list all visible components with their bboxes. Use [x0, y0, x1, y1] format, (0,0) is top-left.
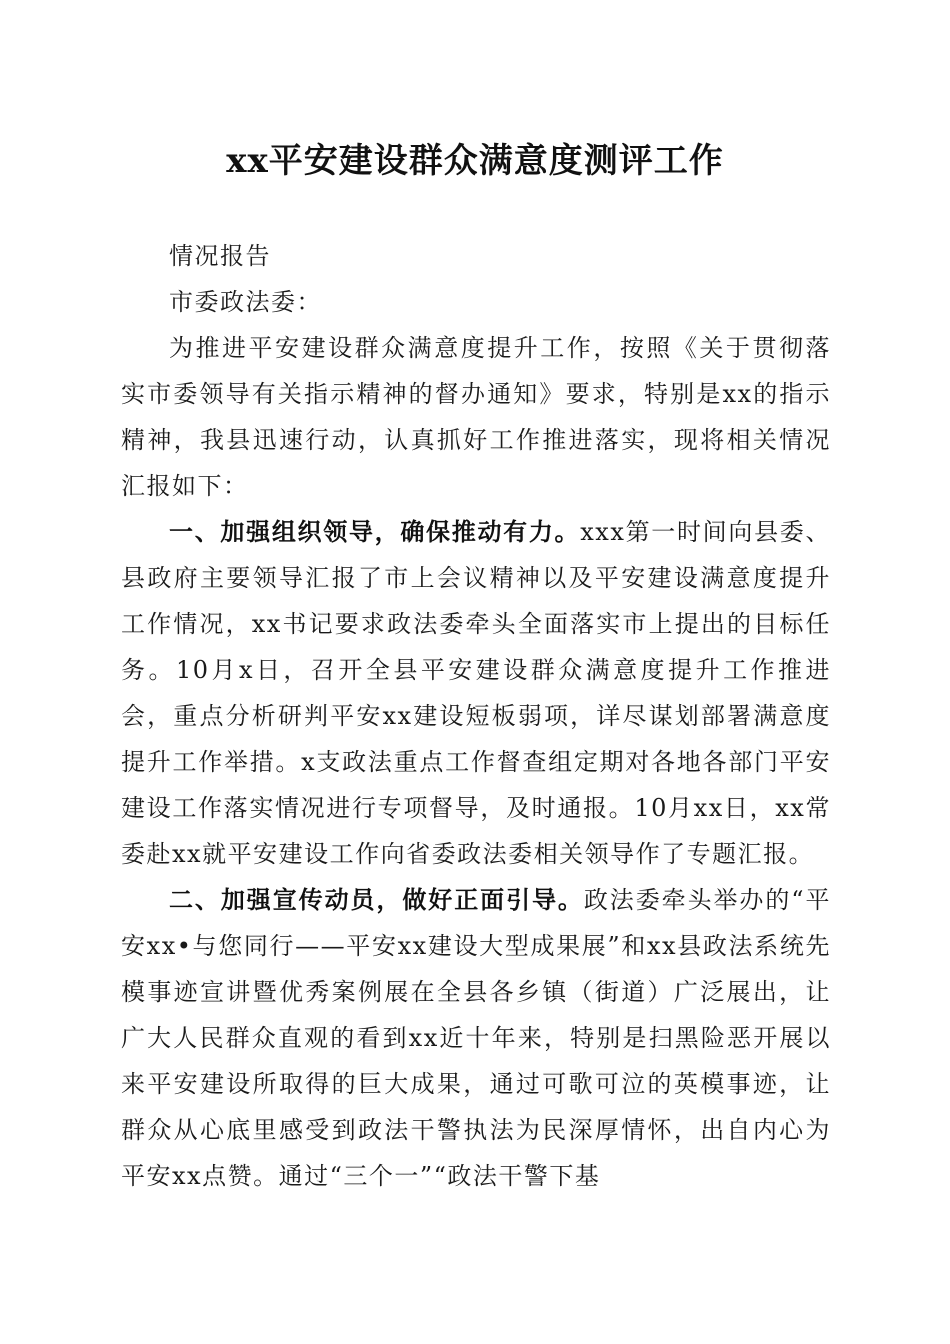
intro-paragraph: 为推进平安建设群众满意度提升工作，按照《关于贯彻落实市委领导有关指示精神的督办通知》要求，特别是xx的指示精神，我县迅速行动，认真抓好工作推进落实，现将相关情况汇报如下：: [121, 334, 831, 500]
document-title: xx平安建设群众满意度测评工作: [226, 141, 724, 181]
document-body: [121, 233, 831, 1199]
section-heading-1: 一、加强组织领导，确保推动有力。: [169, 517, 581, 546]
report-subtitle: 情况报告: [169, 242, 271, 270]
section-paragraph-2: [121, 877, 831, 1199]
salutation: 市委政法委：: [169, 288, 322, 316]
section-text-1: xxx第一时间向县委、县政府主要领导汇报了市上会议精神以及平安建设满意度提升工作情况，xx书记要求政法委牵头全面落实市上提出的目标任务。10月x日，召开全县平安建设群众满意度提升工作推进会，重点分析研判平安xx建设短板弱项，详尽谋划部署满意度提升工作举措。x支政法重点工作督查组定期对各地各部门平安建设工作落实情况进行专项督导，及时通报。10月xx日，xx常委赴xx就平安建设工作向省委政法委相关领导作了专题汇报。: [121, 518, 832, 868]
section-paragraph-1: [121, 509, 831, 877]
section-text-2: 政法委牵头举办的“平安xx•与您同行——平安xx建设大型成果展”和xx县政法系统先模事迹宣讲暨优秀案例展在全县各乡镇（街道）广泛展出，让广大人民群众直观的看到xx近十年来，特别是扫黑险恶开展以来平安建设所取得的巨大成果，通过可歌可泣的英模事迹，让群众从心底里感受到政法干警执法为民深厚情怀，出自内心为平安xx点赞。通过“三个一”“政法干警下基: [121, 886, 831, 1190]
section-heading-2: 二、加强宣传动员，做好正面引导。: [169, 885, 584, 914]
